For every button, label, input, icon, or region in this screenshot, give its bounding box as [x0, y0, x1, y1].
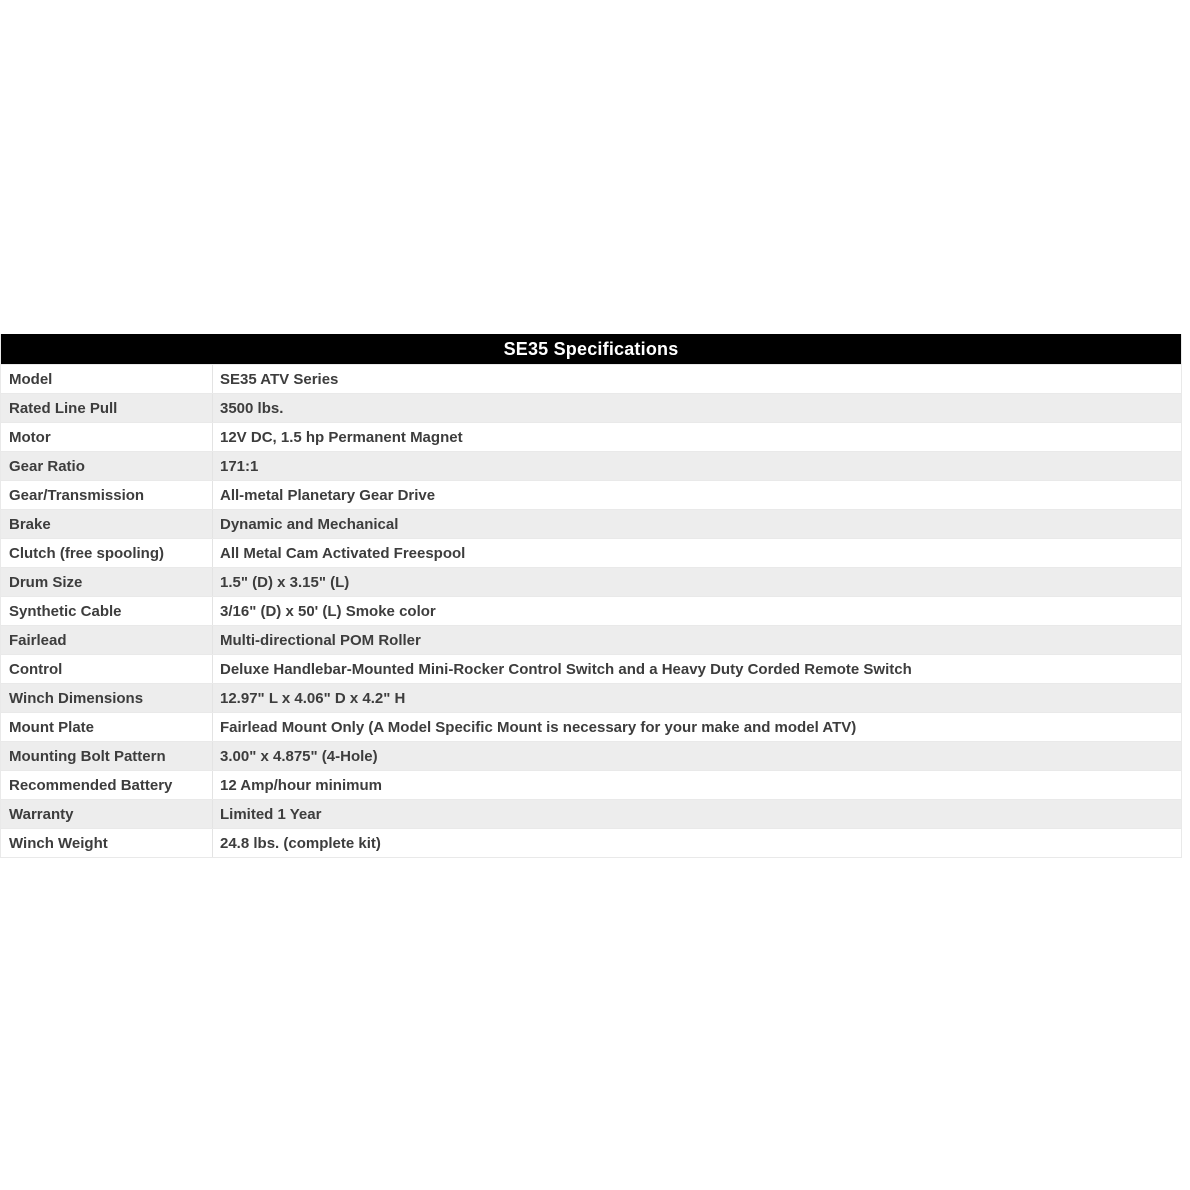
spec-value: 24.8 lbs. (complete kit) [220, 834, 381, 852]
spec-label: Brake [1, 510, 213, 538]
spec-row [1, 596, 1181, 625]
spec-label: Mount Plate [1, 713, 213, 741]
spec-label: Model [1, 365, 213, 393]
spec-table-title: SE35 Specifications [503, 338, 679, 359]
spec-label: Rated Line Pull [1, 394, 213, 422]
spec-value: All-metal Planetary Gear Drive [220, 486, 436, 504]
spec-label: Warranty [1, 800, 213, 828]
spec-value: Fairlead Mount Only (A Model Specific Mount is necessary for your make and model ATV) [220, 718, 857, 736]
spec-row [1, 451, 1181, 480]
spec-value: SE35 ATV Series [220, 370, 339, 388]
spec-row [1, 828, 1181, 857]
spec-row [1, 509, 1181, 538]
spec-label: Synthetic Cable [1, 597, 213, 625]
spec-value: Limited 1 Year [220, 805, 322, 823]
spec-label: Control [1, 655, 213, 683]
spec-row [1, 422, 1181, 451]
spec-table-header [1, 334, 1181, 364]
spec-row [1, 654, 1181, 683]
spec-label: Motor [1, 423, 213, 451]
spec-value: 171:1 [220, 457, 259, 475]
spec-label: Recommended Battery [1, 771, 213, 799]
spec-value: 3.00" x 4.875" (4-Hole) [220, 747, 378, 765]
spec-table [0, 334, 1182, 858]
spec-label: Winch Weight [1, 829, 213, 857]
spec-value: 12.97" L x 4.06" D x 4.2" H [220, 689, 406, 707]
spec-value: 3500 lbs. [220, 399, 284, 417]
spec-label: Gear Ratio [1, 452, 213, 480]
spec-row [1, 393, 1181, 422]
spec-row [1, 799, 1181, 828]
spec-row [1, 741, 1181, 770]
spec-row [1, 480, 1181, 509]
spec-value: Multi-directional POM Roller [220, 631, 421, 649]
spec-row [1, 683, 1181, 712]
spec-label: Drum Size [1, 568, 213, 596]
spec-value: 3/16" (D) x 50' (L) Smoke color [220, 602, 436, 620]
spec-label: Fairlead [1, 626, 213, 654]
spec-row [1, 712, 1181, 741]
spec-label: Clutch (free spooling) [1, 539, 213, 567]
spec-label: Winch Dimensions [1, 684, 213, 712]
spec-row [1, 567, 1181, 596]
spec-row [1, 625, 1181, 654]
spec-label: Mounting Bolt Pattern [1, 742, 213, 770]
spec-row [1, 770, 1181, 799]
spec-row [1, 364, 1181, 393]
spec-value: 12 Amp/hour minimum [220, 776, 382, 794]
spec-row [1, 538, 1181, 567]
spec-value: 12V DC, 1.5 hp Permanent Magnet [220, 428, 463, 446]
spec-value: 1.5" (D) x 3.15" (L) [220, 573, 350, 591]
spec-value: All Metal Cam Activated Freespool [220, 544, 466, 562]
spec-value: Dynamic and Mechanical [220, 515, 399, 533]
spec-label: Gear/Transmission [1, 481, 213, 509]
spec-value: Deluxe Handlebar-Mounted Mini-Rocker Control Switch and a Heavy Duty Corded Remote Switch [220, 660, 912, 678]
